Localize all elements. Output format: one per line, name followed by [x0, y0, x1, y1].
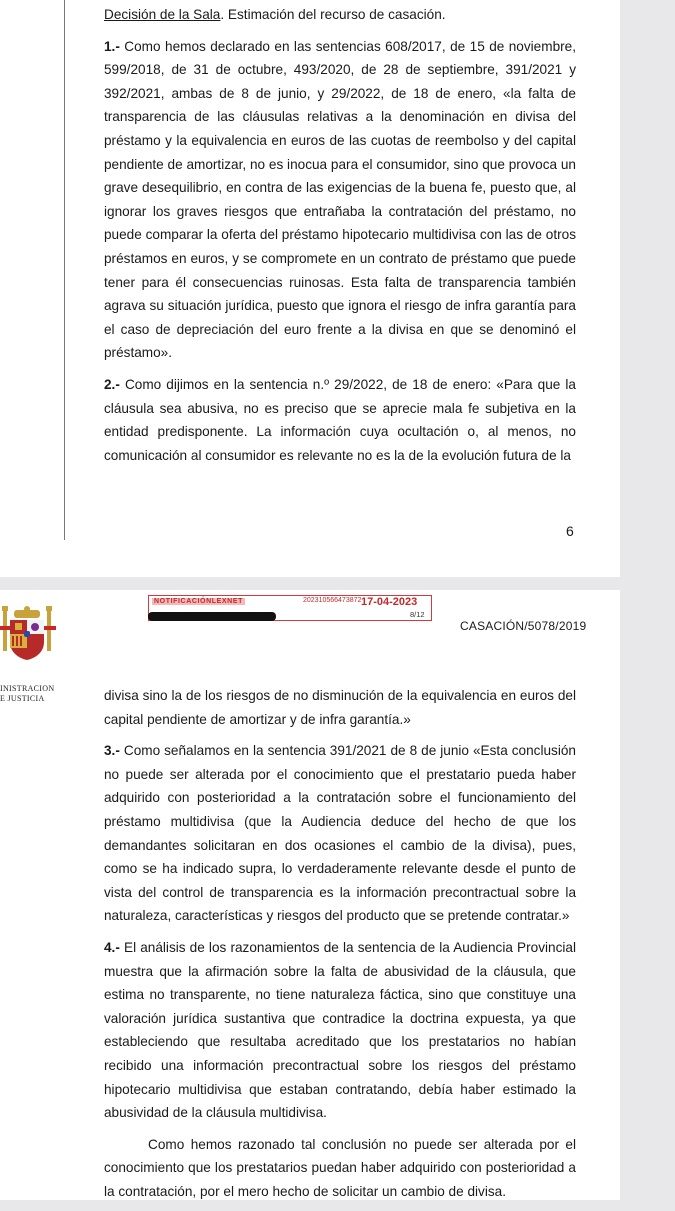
- margin-rule: [64, 0, 65, 540]
- continuation-paragraph: divisa sino la de los riesgos de no disminución de la equivalencia en euros del capital pendiente de amortizar y de infra garantía.»: [104, 688, 576, 727]
- paragraph-2: [104, 373, 576, 467]
- issuer-line-1: INISTRACION: [0, 684, 55, 693]
- paragraph-3: [104, 739, 576, 928]
- paragraph-number: 2.-: [104, 376, 120, 392]
- page-1-body: [104, 3, 576, 475]
- stamp-id: 202310566473872: [303, 597, 362, 604]
- stamp-page-count: 8/12: [410, 610, 425, 619]
- paragraph-text: Como señalamos en la sentencia 391/2021 de 8 de junio «Esta conclusión no puede ser alterada por el conocimiento que el prestatario pueda haber adquirido con posterioridad a la contratación sobre el funcionamiento del préstamo multidivisa (que la Audiencia deduce del hecho de que los demandantes solicitaran en dos ocasiones el cambio de la divisa), pues, como se ha indicado supra, lo verdaderamente relevante desde el punto de vista del control de transparencia es la información precontractual sobre la naturaleza, características y riesgos del producto que se pretende contratar.»: [104, 743, 576, 924]
- paragraph-number: 3.-: [104, 743, 120, 759]
- paragraph-1: [104, 35, 576, 365]
- paragraph-4: [104, 936, 576, 1125]
- heading-rest: . Estimación del recurso de casación.: [220, 7, 446, 22]
- paragraph-text: Como hemos declarado en las sentencias 608/2017, de 15 de noviembre, 599/2018, de 31 de octubre, 493/2020, de 28 de septiembre, 391/2021 y 392/2021, ambas de 8 de junio, y 29/2022, de 18 de enero, «la falta de transparencia de las cláusulas relativas a la denominación en divisa del préstamo y la equivalencia en euros de las cuotas de reembolso y del capital pendiente de amortizar, no es inocua para el consumidor, sino que provoca un grave desequilibrio, en contra de las exigencias de la buena fe, puesto que, al ignorar los graves riesgos que entrañaba la contratación del préstamo, no puede comparar la oferta del préstamo hipotecario multidivisa con las de otros préstamos en euros, y se compromete en un contrato de préstamo que puede tener para él consecuencias ruinosas. Esta falta de transparencia también agrava su situación jurídica, puesto que ignora el riesgo de infra garantía para el caso de depreciación del euro frente a la divisa en que se denominó el préstamo».: [104, 38, 576, 361]
- case-reference: CASACIÓN/5078/2019: [460, 619, 587, 633]
- issuer-label: [0, 684, 54, 704]
- page-2-body: [104, 684, 576, 1211]
- heading-underlined: Decisión de la Sala: [104, 7, 221, 22]
- section-heading: [104, 3, 576, 27]
- coat-of-arms-icon: [0, 604, 56, 684]
- paragraph-number: 4.-: [104, 939, 120, 955]
- stamp-date: 17-04-2023: [361, 596, 418, 608]
- closing-paragraph: Como hemos razonado tal conclusión no puede ser alterada por el conocimiento que los prestatarios puedan haber adquirido con posterioridad a la contratación, por el mero hecho de solicitar un cambio de divisa.: [104, 1136, 576, 1199]
- paragraph-text: El análisis de los razonamientos de la sentencia de la Audiencia Provincial muestra que la afirmación sobre la falta de abusividad de la cláusula, que estima no transparente, no tiene naturaleza fáctica, sino que constituye una valoración jurídica sustantiva que contradice la doctrina expuesta, ya que estableciendo que resultaba acreditado que los prestatarios no habían recibido una información precontractual sobre los riesgos del préstamo hipotecario multidivisa que estaban contratando, debía haber estimado la abusividad de la cláusula multidivisa.: [104, 939, 576, 1121]
- page-number: 6: [566, 523, 574, 539]
- issuer-line-2: E JUSTICIA: [0, 694, 45, 703]
- paragraph-number: 1.-: [104, 38, 120, 54]
- stamp-label: NOTIFICACIÓNLEXNET: [154, 598, 243, 605]
- document-page-1: [0, 0, 620, 577]
- paragraph-text: Como dijimos en la sentencia n.º 29/2022, de 18 de enero: «Para que la cláusula sea abusiva, no es preciso que se aprecie mala fe subjetiva en la entidad predisponente. La información cuya ocultación o, al menos, no comunicación al consumidor es relevante no es la de la evolución futura de la: [104, 376, 576, 463]
- redaction-bar: [148, 612, 276, 621]
